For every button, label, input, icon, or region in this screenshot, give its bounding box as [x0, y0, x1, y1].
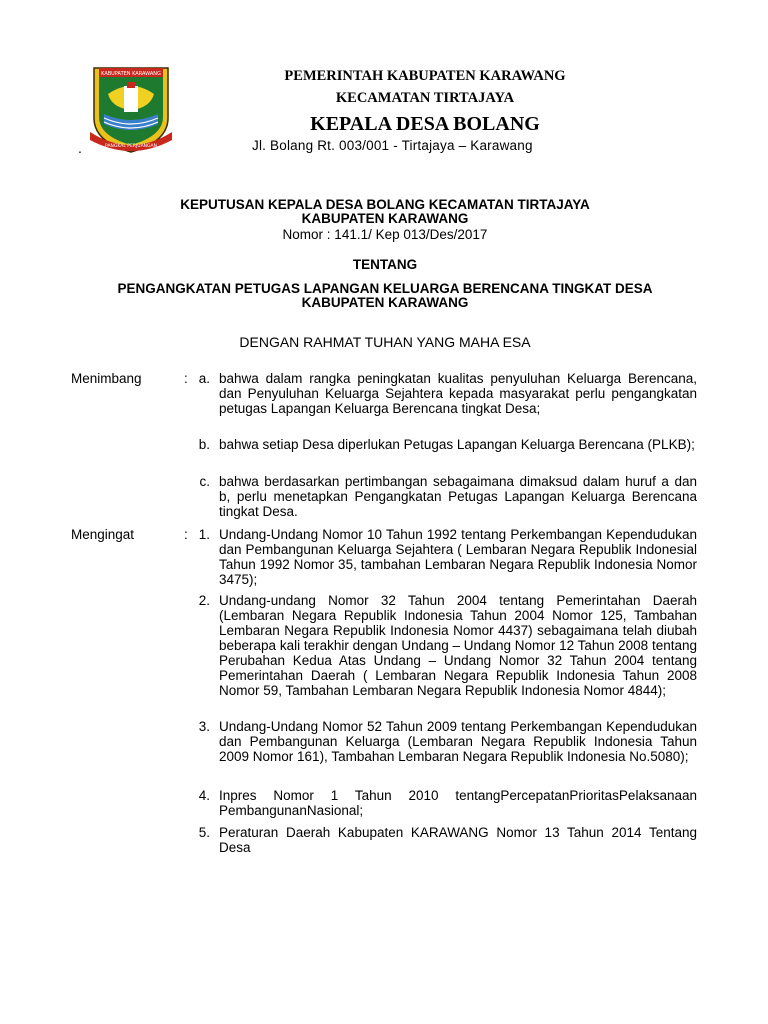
emblem-top-text: KABUPATEN KARAWANG [101, 71, 161, 77]
mengingat-marker: 4. [198, 788, 210, 803]
mengingat-item: Undang-Undang Nomor 52 Tahun 2009 tentang Perkembangan Kependudukan dan Pembangunan Keluarga (Lembaran Negara Republik Indonesia Tahun 2009 Nomor 161), Tambahan Lembaran Negara Republik Indonesia No.5080); [219, 719, 697, 764]
emblem-bottom-text: PANGKAL PERJUANGAN [105, 144, 157, 149]
menimbang-label: Menimbang [71, 371, 142, 386]
kabupaten-karawang-emblem-icon [90, 62, 172, 154]
letterhead-dot: . [78, 140, 82, 156]
mengingat-marker: 5. [198, 825, 210, 840]
menimbang-item: bahwa setiap Desa diperlukan Petugas Lapangan Keluarga Berencana (PLKB); [219, 437, 695, 452]
decree-number: Nomor : 141.1/ Kep 013/Des/2017 [282, 227, 488, 242]
mengingat-item: Undang-Undang Nomor 10 Tahun 1992 tentang Perkembangan Kependudukan dan Pembangunan Keluarga Sejahtera ( Lembaran Negara Republik Indonesial Tahun 1992 Nomor 35, tambahan Lembaran Negara Republik Indonesia Nomor 3475); [219, 527, 697, 587]
mengingat-item: Peraturan Daerah Kabupaten KARAWANG Nomor 13 Tahun 2014 Tentang Desa [219, 825, 697, 855]
decree-subject-line1: PENGANGKATAN PETUGAS LAPANGAN KELUARGA BERENCANA TINGKAT DESA [117, 281, 653, 296]
menimbang-marker: a. [198, 371, 210, 386]
mengingat-marker: 1. [198, 527, 210, 542]
mengingat-marker: 2. [198, 593, 210, 608]
letterhead-village-head: KEPALA DESA BOLANG [310, 113, 540, 135]
menimbang-item: bahwa berdasarkan pertimbangan sebagaimana dimaksud dalam huruf a dan b, perlu menetapkan Pengangkatan Petugas Lapangan Keluarga Berencana tingkat Desa. [219, 474, 697, 519]
letterhead-government: PEMERINTAH KABUPATEN KARAWANG [284, 68, 566, 84]
decree-title-line2: KABUPATEN KARAWANG [301, 211, 469, 226]
decree-title-line1: KEPUTUSAN KEPALA DESA BOLANG KECAMATAN TIRTAJAYA [180, 197, 590, 212]
mengingat-label: Mengingat [71, 527, 135, 542]
mengingat-marker: 3. [198, 719, 210, 734]
rahmat-statement: DENGAN RAHMAT TUHAN YANG MAHA ESA [239, 334, 531, 350]
menimbang-marker: c. [199, 474, 210, 489]
mengingat-item: Inpres Nomor 1 Tahun 2010 tentangPercepatanPrioritasPelaksanaan PembangunanNasional; [219, 788, 697, 818]
decree-subject-line2: KABUPATEN KARAWANG [301, 295, 469, 310]
letterhead-district: KECAMATAN TIRTAJAYA [335, 90, 515, 106]
mengingat-colon: : [184, 527, 188, 542]
menimbang-marker: b. [198, 437, 210, 452]
letterhead-address: Jl. Bolang Rt. 003/001 - Tirtajaya – Karawang [252, 138, 533, 153]
mengingat-item: Undang-undang Nomor 32 Tahun 2004 tentang Pemerintahan Daerah (Lembaran Negara Republik Indonesia Tahun 2004 Nomor 125, Tambahan Lembaran Negara Republik Indonesia Nomor 4437) sebagaimana telah diubah beberapa kali terakhir dengan Undang – Undang Nomor 12 Tahun 2008 tentang Perubahan Kedua Atas Undang – Undang Nomor 32 Tahun 2004 tentang Pemerintahan Daerah ( Lembaran Negara Republik Indonesia Tahun 2008 Nomor 59, Tambahan Lembaran Negara Republik Indonesia Nomor 4844); [219, 593, 697, 698]
menimbang-colon: : [184, 371, 188, 386]
menimbang-item: bahwa dalam rangka peningkatan kualitas penyuluhan Keluarga Berencana, dan Penyuluhan Keluarga Sejahtera kepada masyarakat perlu pengangkatan petugas Lapangan Keluarga Berencana tingkat Desa; [219, 371, 697, 416]
tentang-heading: TENTANG [352, 257, 418, 272]
